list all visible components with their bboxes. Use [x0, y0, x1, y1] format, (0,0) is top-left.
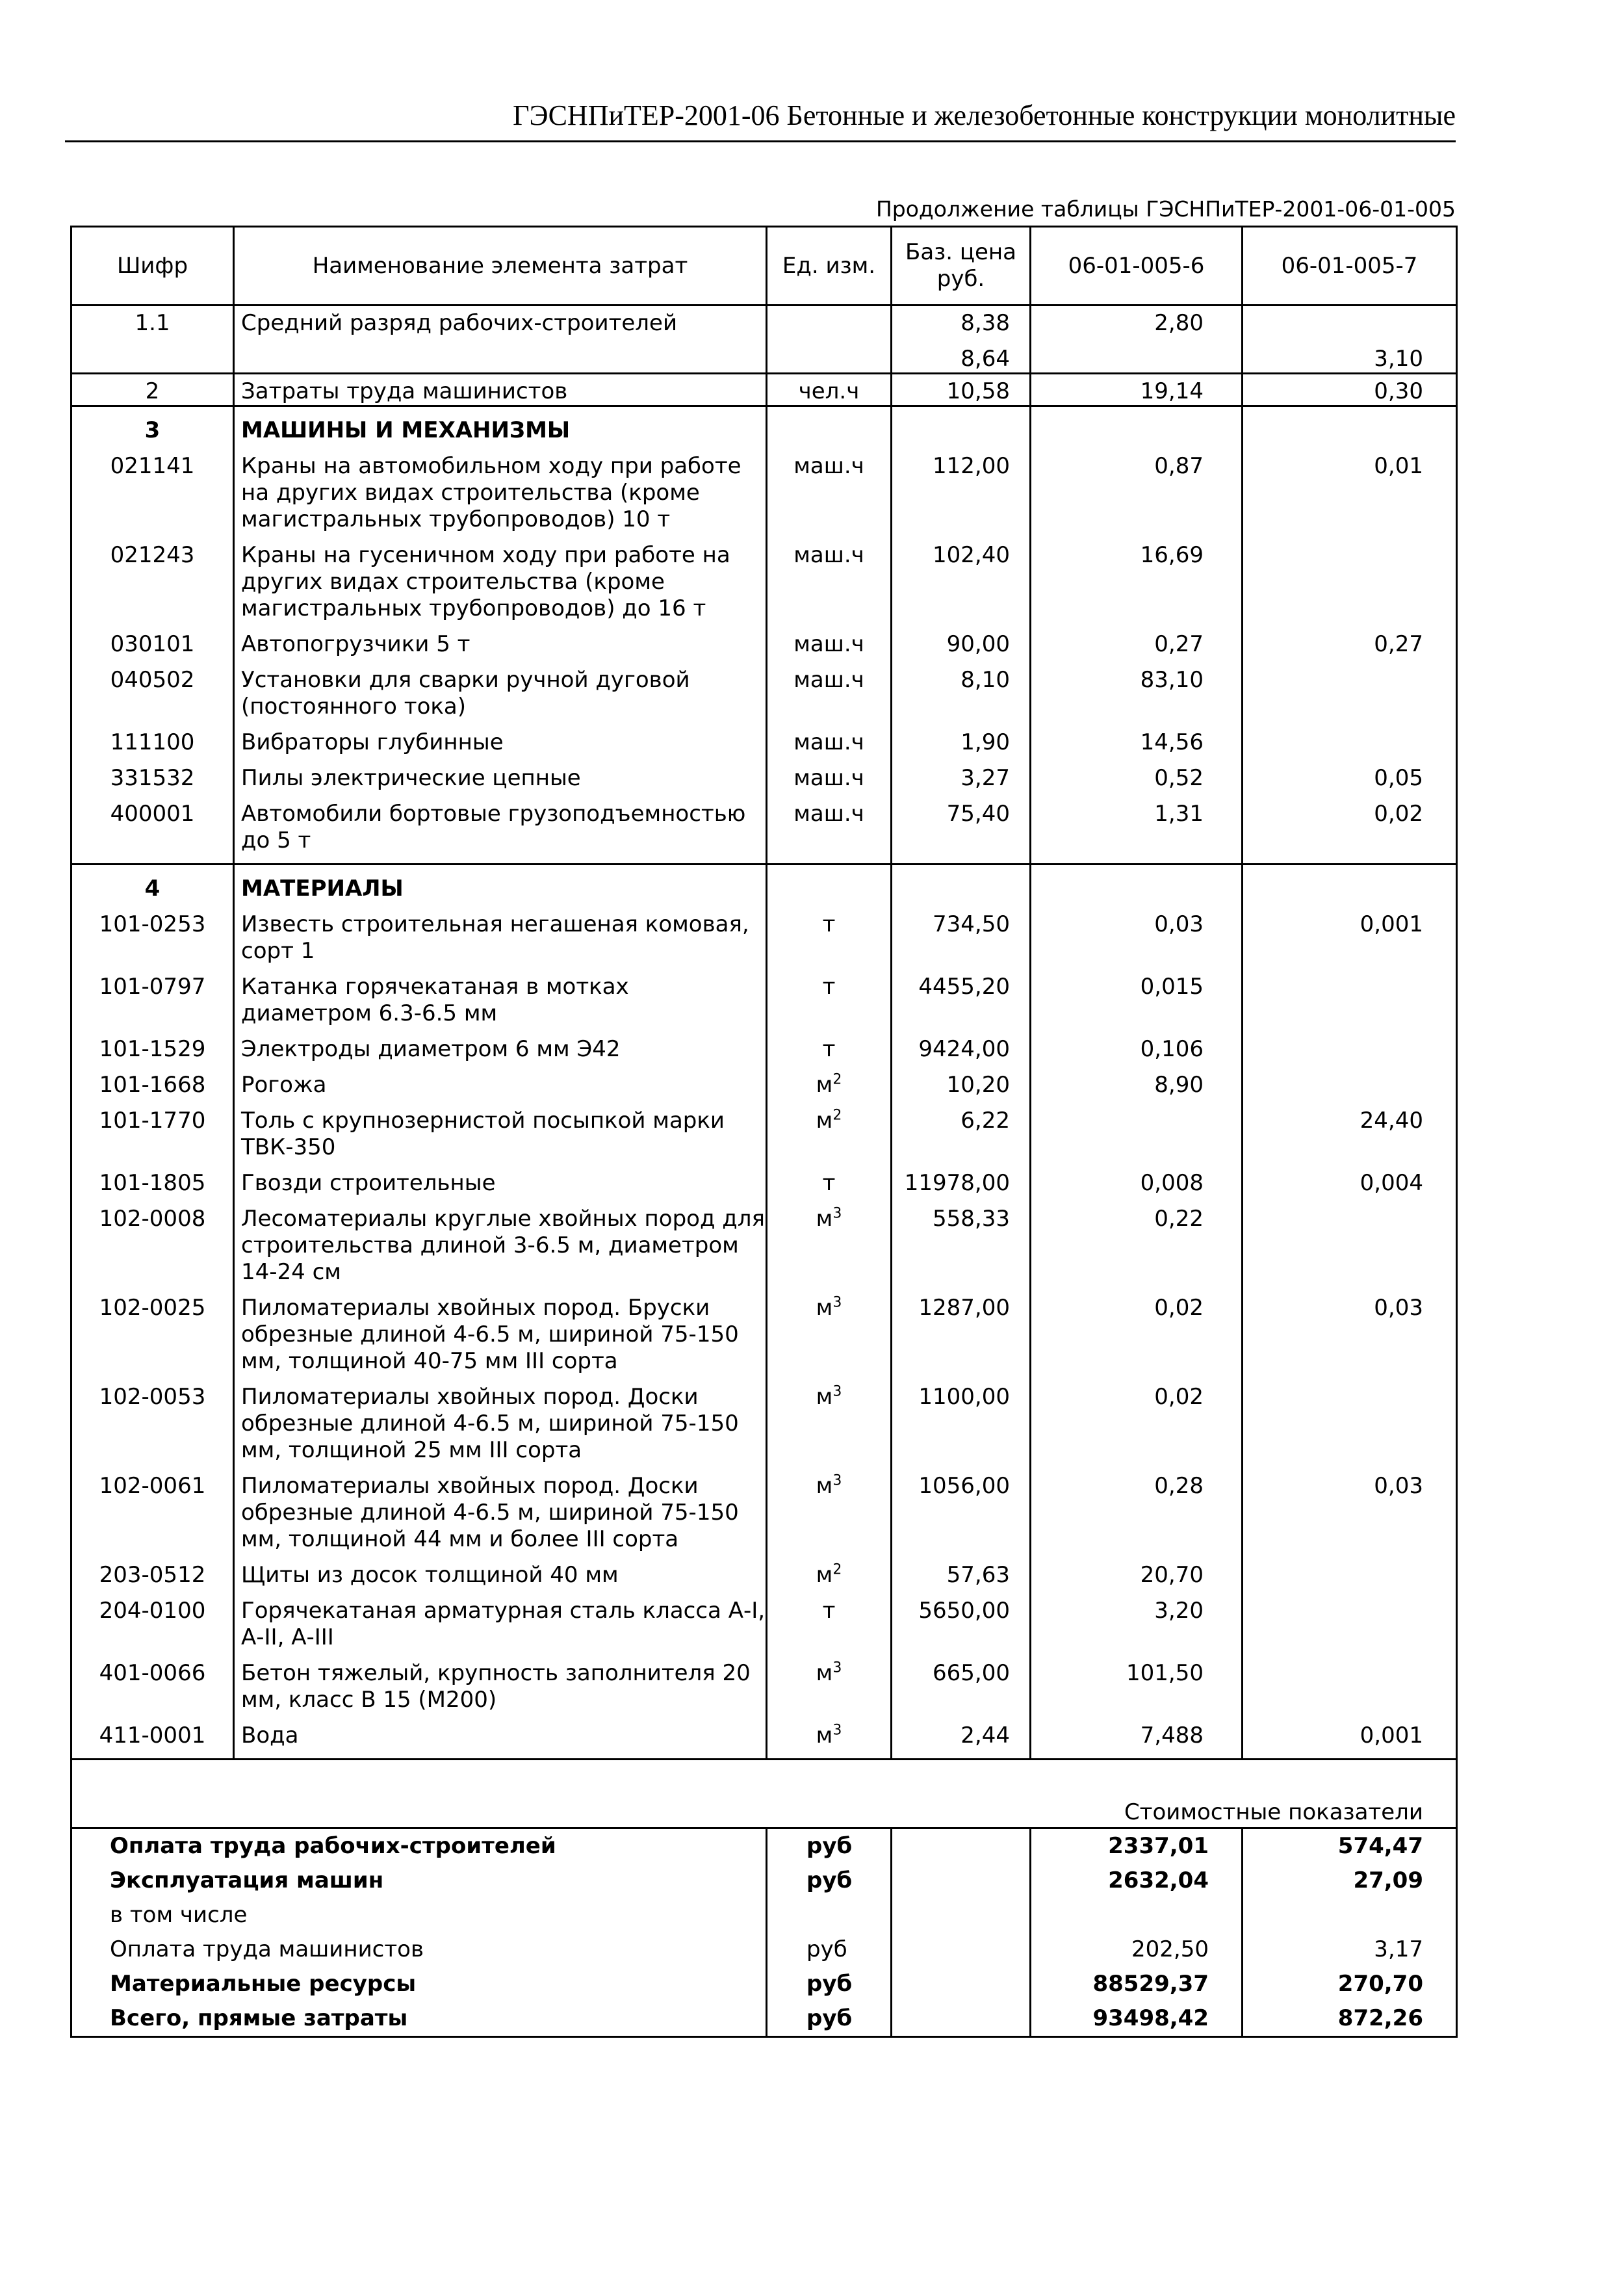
- cell-base-price: 75,40: [892, 792, 1031, 864]
- table-body: [71, 306, 1457, 2037]
- cell-base-price: 6,22: [892, 1098, 1031, 1161]
- cell-06-01-005-7: [1243, 965, 1457, 1027]
- table-row: [71, 1589, 1457, 1651]
- cell-name: Вода: [234, 1713, 767, 1760]
- section-machines-row: [71, 406, 1457, 454]
- table-row: [71, 337, 1457, 374]
- cell-base-price: 1100,00: [892, 1375, 1031, 1464]
- cell-name: Щиты из досок толщиной 40 мм: [234, 1553, 767, 1589]
- cell-code: 102-0053: [71, 1375, 234, 1464]
- section-title: МАШИНЫ И МЕХАНИЗМЫ: [234, 406, 767, 454]
- empty-cell: [892, 864, 1031, 912]
- cell-06-01-005-6: 0,52: [1031, 756, 1243, 792]
- empty-cell: [1031, 864, 1243, 912]
- empty-cell: [892, 406, 1031, 454]
- cell-unit: маш.ч: [767, 720, 892, 756]
- column-header-col6: 06-01-005-6: [1031, 227, 1243, 306]
- cell-code: 102-0008: [71, 1197, 234, 1286]
- cell-06-01-005-7: [1243, 1027, 1457, 1063]
- cell-06-01-005-6: 0,106: [1031, 1027, 1243, 1063]
- cell-base-price: 8,64: [892, 337, 1031, 374]
- cell-unit: т: [767, 911, 892, 965]
- cell-unit: $м^2$: [767, 1063, 892, 1098]
- empty-cell: [767, 864, 892, 912]
- cell-06-01-005-7: 0,03: [1243, 1286, 1457, 1375]
- cell-06-01-005-6: 0,87: [1031, 453, 1243, 533]
- cell-06-01-005-7: [1243, 533, 1457, 622]
- summary-value-06-01-005-7: 574,47: [1243, 1828, 1457, 1864]
- cell-code: 021141: [71, 453, 234, 533]
- cell-06-01-005-7: 0,27: [1243, 622, 1457, 658]
- cell-06-01-005-6: 0,02: [1031, 1375, 1243, 1464]
- cell-06-01-005-6: 1,31: [1031, 792, 1243, 864]
- cell-unit: т: [767, 1161, 892, 1197]
- cell-base-price: 4455,20: [892, 965, 1031, 1027]
- column-header-unit: Ед. изм.: [767, 227, 892, 306]
- empty-cell: [892, 1898, 1031, 1932]
- cell-unit: маш.ч: [767, 658, 892, 720]
- summary-value-06-01-005-6: 2632,04: [1031, 1864, 1243, 1898]
- unit-exponent: 3: [832, 1294, 842, 1311]
- cell-06-01-005-7: [1243, 1589, 1457, 1651]
- unit-exponent: 3: [832, 1383, 842, 1400]
- cell-06-01-005-7: [1243, 720, 1457, 756]
- cell-name: Автопогрузчики 5 т: [234, 622, 767, 658]
- column-header-name: Наименование элемента затрат: [234, 227, 767, 306]
- cell-base-price: 5650,00: [892, 1589, 1031, 1651]
- cell-06-01-005-6: 0,02: [1031, 1286, 1243, 1375]
- cell-code: 102-0025: [71, 1286, 234, 1375]
- table-row: [71, 374, 1457, 406]
- cell-06-01-005-7: [1243, 658, 1457, 720]
- empty-cell: [1243, 406, 1457, 454]
- summary-label: в том числе: [71, 1898, 767, 1932]
- table-row: [71, 622, 1457, 658]
- cell-unit: $м^2$: [767, 1553, 892, 1589]
- table-row: [71, 1063, 1457, 1098]
- cell-06-01-005-6: 7,488: [1031, 1713, 1243, 1760]
- cell-06-01-005-7: 24,40: [1243, 1098, 1457, 1161]
- cell-code: [71, 337, 234, 374]
- summary-unit: руб: [767, 2001, 892, 2037]
- cell-unit: маш.ч: [767, 792, 892, 864]
- cell-unit: $м^2$: [767, 1098, 892, 1161]
- cell-code: 101-0797: [71, 965, 234, 1027]
- cell-code: 101-1668: [71, 1063, 234, 1098]
- summary-label: Материальные ресурсы: [71, 1967, 767, 2001]
- cell-unit: $м^3$: [767, 1713, 892, 1760]
- cell-name: Катанка горячекатаная в мотках диаметром 6.3-6.5 мм: [234, 965, 767, 1027]
- cell-name: Пиломатериалы хвойных пород. Бруски обрезные длиной 4-6.5 м, шириной 75-150 мм, толщиной 40-75 мм III сорта: [234, 1286, 767, 1375]
- table-header-row: [71, 227, 1457, 306]
- cell-06-01-005-6: 3,20: [1031, 1589, 1243, 1651]
- cell-name: Гвозди строительные: [234, 1161, 767, 1197]
- cell-unit: чел.ч: [767, 374, 892, 406]
- cell-06-01-005-6: [1031, 1098, 1243, 1161]
- cell-06-01-005-7: [1243, 306, 1457, 337]
- summary-row: [71, 1864, 1457, 1898]
- cell-base-price: 10,20: [892, 1063, 1031, 1098]
- table-row: [71, 1197, 1457, 1286]
- cell-base-price: 734,50: [892, 911, 1031, 965]
- cell-code: 101-0253: [71, 911, 234, 965]
- cell-base-price: 1056,00: [892, 1464, 1031, 1553]
- table-row: [71, 1553, 1457, 1589]
- cell-name: Рогожа: [234, 1063, 767, 1098]
- cell-06-01-005-6: 0,28: [1031, 1464, 1243, 1553]
- cell-code: 2: [71, 374, 234, 406]
- cell-unit: маш.ч: [767, 453, 892, 533]
- section-materials-row: [71, 864, 1457, 912]
- empty-cell: [1243, 864, 1457, 912]
- cell-unit: [767, 306, 892, 337]
- section-title: МАТЕРИАЛЫ: [234, 864, 767, 912]
- summary-unit: руб: [767, 1864, 892, 1898]
- cell-unit: $м^3$: [767, 1197, 892, 1286]
- table-caption: Продолжение таблицы ГЭСНПиТЕР-2001-06-01-005: [875, 196, 1456, 222]
- cell-name: Электроды диаметром 6 мм Э42: [234, 1027, 767, 1063]
- summary-value-06-01-005-6: 93498,42: [1031, 2001, 1243, 2037]
- column-header-price-line1: Баз. цена: [905, 239, 1016, 265]
- summary-value-06-01-005-7: 3,17: [1243, 1932, 1457, 1967]
- cell-unit: $м^3$: [767, 1464, 892, 1553]
- cell-base-price: 90,00: [892, 622, 1031, 658]
- cell-name: Затраты труда машинистов: [234, 374, 767, 406]
- table-row: [71, 911, 1457, 965]
- table-row: [71, 1161, 1457, 1197]
- cell-base-price: 2,44: [892, 1713, 1031, 1760]
- cell-unit: т: [767, 1589, 892, 1651]
- table-row: [71, 1375, 1457, 1464]
- cell-base-price: 112,00: [892, 453, 1031, 533]
- document-header: ГЭСНПиТЕР-2001-06 Бетонные и железобетонные конструкции монолитные: [65, 98, 1456, 142]
- cell-06-01-005-6: 101,50: [1031, 1651, 1243, 1713]
- column-header-price: [892, 227, 1031, 306]
- unit-exponent: 2: [832, 1561, 842, 1578]
- cell-06-01-005-6: 2,80: [1031, 306, 1243, 337]
- summary-label: Всего, прямые затраты: [71, 2001, 767, 2037]
- cell-06-01-005-7: 0,001: [1243, 911, 1457, 965]
- unit-exponent: 2: [832, 1107, 842, 1124]
- cell-06-01-005-7: 0,03: [1243, 1464, 1457, 1553]
- cell-06-01-005-6: 14,56: [1031, 720, 1243, 756]
- summary-value-06-01-005-7: [1243, 1898, 1457, 1932]
- summary-row: [71, 2001, 1457, 2037]
- summary-value-06-01-005-6: 88529,37: [1031, 1967, 1243, 2001]
- cell-06-01-005-6: 16,69: [1031, 533, 1243, 622]
- summary-label: Оплата труда рабочих-строителей: [71, 1828, 767, 1864]
- cell-06-01-005-7: [1243, 1063, 1457, 1098]
- empty-cell: [767, 406, 892, 454]
- unit-exponent: 3: [832, 1205, 842, 1222]
- cell-06-01-005-7: 0,30: [1243, 374, 1457, 406]
- summary-row: [71, 1932, 1457, 1967]
- cell-unit: $м^3$: [767, 1286, 892, 1375]
- cell-06-01-005-6: [1031, 337, 1243, 374]
- cell-name: Краны на автомобильном ходу при работе на других видах строительства (кроме магистральных трубопроводов) 10 т: [234, 453, 767, 533]
- table-row: [71, 1027, 1457, 1063]
- summary-row: [71, 1967, 1457, 2001]
- cell-unit: $м^3$: [767, 1651, 892, 1713]
- cell-code: 030101: [71, 622, 234, 658]
- summary-caption-row: [71, 1760, 1457, 1828]
- table-row: [71, 965, 1457, 1027]
- empty-cell: [892, 2001, 1031, 2037]
- unit-exponent: 3: [832, 1472, 842, 1489]
- summary-row: [71, 1898, 1457, 1932]
- cell-06-01-005-7: [1243, 1553, 1457, 1589]
- cell-06-01-005-6: 20,70: [1031, 1553, 1243, 1589]
- column-header-col7: 06-01-005-7: [1243, 227, 1457, 306]
- cell-name: Вибраторы глубинные: [234, 720, 767, 756]
- summary-value-06-01-005-7: 872,26: [1243, 2001, 1457, 2037]
- column-header-code: Шифр: [71, 227, 234, 306]
- cell-06-01-005-6: 83,10: [1031, 658, 1243, 720]
- cell-06-01-005-7: [1243, 1651, 1457, 1713]
- empty-cell: [892, 1864, 1031, 1898]
- cell-base-price: 665,00: [892, 1651, 1031, 1713]
- cell-unit: маш.ч: [767, 756, 892, 792]
- cell-06-01-005-6: 0,008: [1031, 1161, 1243, 1197]
- table-row: [71, 792, 1457, 864]
- unit-exponent: 3: [832, 1659, 842, 1676]
- cell-06-01-005-7: 3,10: [1243, 337, 1457, 374]
- cell-base-price: 57,63: [892, 1553, 1031, 1589]
- cell-06-01-005-7: 0,05: [1243, 756, 1457, 792]
- cell-code: 101-1770: [71, 1098, 234, 1161]
- table-row: [71, 720, 1457, 756]
- unit-exponent: 3: [832, 1722, 842, 1739]
- cost-norms-table: [70, 226, 1458, 2038]
- cell-06-01-005-6: 0,22: [1031, 1197, 1243, 1286]
- column-header-price-line2: руб.: [936, 266, 985, 292]
- table-row: [71, 306, 1457, 337]
- section-number: 3: [71, 406, 234, 454]
- cell-base-price: 8,10: [892, 658, 1031, 720]
- cell-06-01-005-7: 0,01: [1243, 453, 1457, 533]
- summary-value-06-01-005-7: 27,09: [1243, 1864, 1457, 1898]
- cell-code: 040502: [71, 658, 234, 720]
- cell-name: [234, 337, 767, 374]
- cell-base-price: 558,33: [892, 1197, 1031, 1286]
- table-row: [71, 1464, 1457, 1553]
- table-row: [71, 453, 1457, 533]
- cell-name: Горячекатаная арматурная сталь класса А-I, А-II, А-III: [234, 1589, 767, 1651]
- cell-name: Автомобили бортовые грузоподъемностью до 5 т: [234, 792, 767, 864]
- summary-value-06-01-005-6: 2337,01: [1031, 1828, 1243, 1864]
- cell-06-01-005-6: 0,015: [1031, 965, 1243, 1027]
- cell-base-price: 1,90: [892, 720, 1031, 756]
- summary-value-06-01-005-6: 202,50: [1031, 1932, 1243, 1967]
- empty-cell: [892, 1932, 1031, 1967]
- cell-code: 111100: [71, 720, 234, 756]
- summary-unit: руб: [767, 1828, 892, 1864]
- cell-base-price: 11978,00: [892, 1161, 1031, 1197]
- table-row: [71, 756, 1457, 792]
- cell-name: Пилы электрические цепные: [234, 756, 767, 792]
- cell-name: Толь с крупнозернистой посыпкой марки ТВК-350: [234, 1098, 767, 1161]
- cell-name: Установки для сварки ручной дуговой (постоянного тока): [234, 658, 767, 720]
- cell-06-01-005-6: 0,03: [1031, 911, 1243, 965]
- cell-06-01-005-6: 8,90: [1031, 1063, 1243, 1098]
- cell-name: Пиломатериалы хвойных пород. Доски обрезные длиной 4-6.5 м, шириной 75-150 мм, толщиной 44 мм и более III сорта: [234, 1464, 767, 1553]
- unit-exponent: 2: [832, 1071, 842, 1088]
- summary-value-06-01-005-7: 270,70: [1243, 1967, 1457, 2001]
- cell-unit: маш.ч: [767, 622, 892, 658]
- cell-unit: т: [767, 1027, 892, 1063]
- cell-06-01-005-7: [1243, 1197, 1457, 1286]
- cell-base-price: 1287,00: [892, 1286, 1031, 1375]
- cell-base-price: 9424,00: [892, 1027, 1031, 1063]
- cell-name: Пиломатериалы хвойных пород. Доски обрезные длиной 4-6.5 м, шириной 75-150 мм, толщиной 25 мм III сорта: [234, 1375, 767, 1464]
- cell-code: 102-0061: [71, 1464, 234, 1553]
- summary-unit: руб: [767, 1967, 892, 2001]
- cell-code: 401-0066: [71, 1651, 234, 1713]
- table-row: [71, 1651, 1457, 1713]
- cell-code: 101-1529: [71, 1027, 234, 1063]
- summary-value-06-01-005-6: [1031, 1898, 1243, 1932]
- cell-code: 101-1805: [71, 1161, 234, 1197]
- empty-cell: [892, 1967, 1031, 2001]
- empty-cell: [1031, 406, 1243, 454]
- cell-base-price: 102,40: [892, 533, 1031, 622]
- summary-unit: руб: [767, 1932, 892, 1967]
- cell-06-01-005-7: 0,02: [1243, 792, 1457, 864]
- summary-unit: [767, 1898, 892, 1932]
- cell-code: 021243: [71, 533, 234, 622]
- cell-code: 331532: [71, 756, 234, 792]
- summary-caption: Стоимостные показатели: [71, 1760, 1457, 1828]
- cell-06-01-005-6: 0,27: [1031, 622, 1243, 658]
- section-number: 4: [71, 864, 234, 912]
- summary-label: Эксплуатация машин: [71, 1864, 767, 1898]
- cell-unit: [767, 337, 892, 374]
- cell-06-01-005-7: [1243, 1375, 1457, 1464]
- cell-unit: $м^3$: [767, 1375, 892, 1464]
- summary-label: Оплата труда машинистов: [71, 1932, 767, 1967]
- cell-name: Средний разряд рабочих-строителей: [234, 306, 767, 337]
- cell-name: Лесоматериалы круглые хвойных пород для строительства длиной 3-6.5 м, диаметром 14-24 см: [234, 1197, 767, 1286]
- table-row: [71, 658, 1457, 720]
- cell-code: 204-0100: [71, 1589, 234, 1651]
- table-row: [71, 1098, 1457, 1161]
- cell-base-price: 8,38: [892, 306, 1031, 337]
- cell-06-01-005-6: 19,14: [1031, 374, 1243, 406]
- cell-code: 203-0512: [71, 1553, 234, 1589]
- cell-unit: маш.ч: [767, 533, 892, 622]
- summary-row: [71, 1828, 1457, 1864]
- cell-name: Краны на гусеничном ходу при работе на других видах строительства (кроме магистральных трубопроводов) до 16 т: [234, 533, 767, 622]
- cell-unit: т: [767, 965, 892, 1027]
- table-row: [71, 1713, 1457, 1760]
- cell-base-price: 3,27: [892, 756, 1031, 792]
- cell-base-price: 10,58: [892, 374, 1031, 406]
- cell-code: 400001: [71, 792, 234, 864]
- cell-06-01-005-7: 0,001: [1243, 1713, 1457, 1760]
- cell-name: Бетон тяжелый, крупность заполнителя 20 мм, класс В 15 (М200): [234, 1651, 767, 1713]
- table-row: [71, 1286, 1457, 1375]
- empty-cell: [892, 1828, 1031, 1864]
- cell-06-01-005-7: 0,004: [1243, 1161, 1457, 1197]
- table-row: [71, 533, 1457, 622]
- cell-code: 1.1: [71, 306, 234, 337]
- cell-code: 411-0001: [71, 1713, 234, 1760]
- cell-name: Известь строительная негашеная комовая, сорт 1: [234, 911, 767, 965]
